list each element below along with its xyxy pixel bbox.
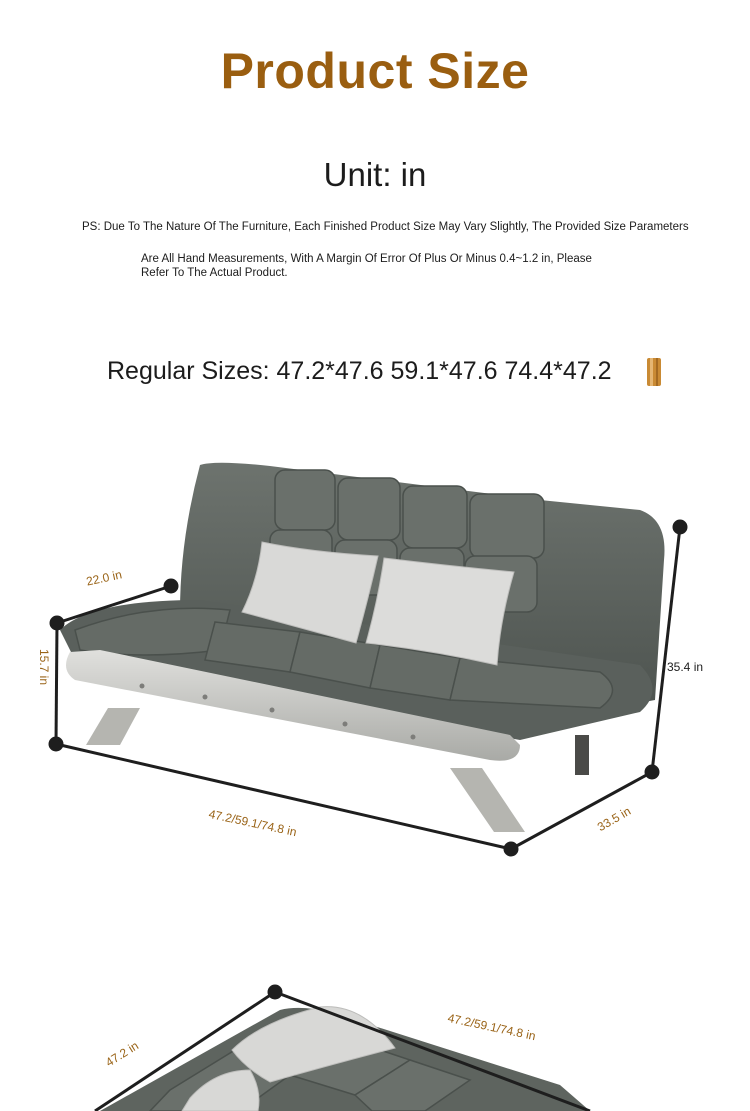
dim-bed-width: 47.2 in: [103, 1038, 142, 1070]
note-line-1: PS: Due To The Nature Of The Furniture, Each Finished Product Size May Vary Slightly, The Provided Size Parameters: [82, 221, 689, 233]
note-line-3: Refer To The Actual Product.: [141, 267, 288, 279]
sofa-bed-illustration: [95, 986, 590, 1111]
dim-top-depth: 22.0 in: [84, 567, 124, 589]
dim-total-height: 35.4 in: [667, 660, 704, 674]
dim-bed-length: 47.2/59.1/74.8 in: [446, 1010, 537, 1044]
dim-depth: 33.5 in: [594, 803, 634, 835]
dim-seat-height: 15.7 in: [37, 648, 52, 686]
dim-width: 47.2/59.1/74.8 in: [207, 806, 298, 840]
unit-label: Unit: in: [323, 156, 427, 193]
note-line-2: Are All Hand Measurements, With A Margin Of Error Of Plus Or Minus 0.4~1.2 in, Please: [141, 253, 592, 265]
regular-sizes: Regular Sizes: 47.2*47.6 59.1*47.6 74.4*47.2: [107, 357, 612, 385]
page-title: Product Size: [220, 43, 530, 99]
